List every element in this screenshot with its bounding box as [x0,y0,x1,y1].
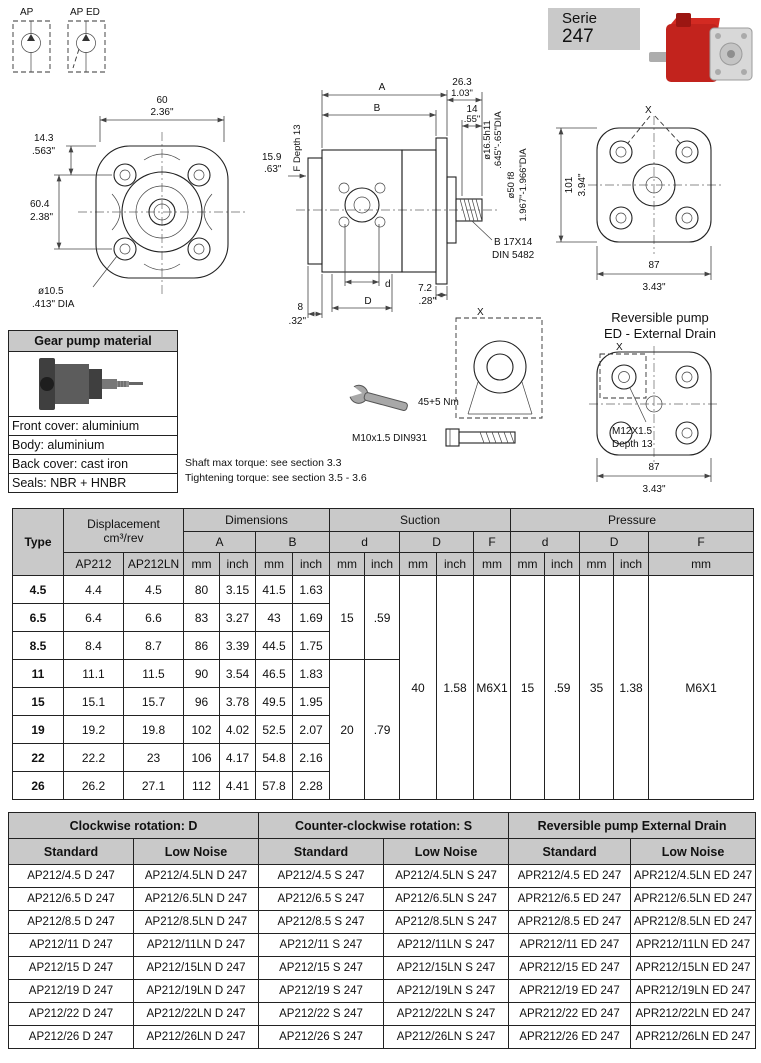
order-code-cell: APR212/6.5 ED 247 [509,888,631,911]
dim-cell-merged: 35 [580,576,614,800]
row-type: 15 [13,688,64,716]
order-code-cell: AP212/4.5LN S 247 [384,865,509,888]
back-width-mm: 87 [648,260,660,271]
back-x-mark: X [645,105,652,116]
order-code-cell: AP212/6.5 S 247 [259,888,384,911]
ap-symbol [13,7,50,72]
front-thick-mm: 15.9 [262,152,282,163]
table-row [13,576,754,604]
ordering-codes-table [8,812,756,1049]
front-width-in: 2.36" [150,107,174,118]
back-view [556,105,722,341]
col-header-pressure-f: F [649,532,754,553]
order-code-cell: AP212/6.5 D 247 [9,888,134,911]
material-pump-illustration [9,352,177,416]
dim-cell: 4.02 [220,716,256,744]
back-height-mm: 101 [564,176,575,194]
drain-depth-label: Depth 13 [612,439,653,450]
side-dim-a: A [378,82,386,93]
order-code-cell: AP212/22LN D 247 [134,1003,259,1026]
reversible-caption-2: ED - External Drain [604,326,716,341]
serie-badge [548,8,640,50]
drain-thread-label: M12X1.5 [612,426,653,437]
row-type: 11 [13,660,64,688]
order-code-cell: APR212/22 ED 247 [509,1003,631,1026]
col-header-pressure-d: d [511,532,580,553]
col-header-suction-f: F [474,532,511,553]
front-height-in: 2.38" [30,212,54,223]
order-code-cell: APR212/26LN ED 247 [631,1026,756,1049]
spline-length-mm: 14 [466,104,478,115]
col-header-pressure-D: D [580,532,649,553]
order-code-cell: AP212/19 S 247 [259,980,384,1003]
order-code-cell: AP212/19 D 247 [9,980,134,1003]
tightening-torque-note: Tightening torque: see section 3.5 - 3.6 [185,472,367,484]
ed-view [589,342,719,495]
wrench-icon [346,383,410,416]
col-header-type: Type [13,509,64,576]
table-row [9,865,756,888]
serie-label: Serie [562,10,598,27]
table-row [9,911,756,934]
order-code-cell: AP212/4.5 S 247 [259,865,384,888]
pilot-dia-in: 1.967"-1.966"DIA [518,148,529,222]
order-code-cell: AP212/15LN D 247 [134,957,259,980]
material-body: Body: aluminium [9,435,177,454]
rear-dim-mm: 8 [297,302,303,313]
dimensions-table [12,508,754,800]
dim-cell: 2.16 [293,744,330,772]
back-width-in: 3.43" [642,282,666,293]
serie-number: 247 [562,26,594,47]
front-width-mm: 60 [156,95,168,106]
unit-header: inch [365,553,400,576]
col-header-suction-d: d [330,532,400,553]
row-type: 26 [13,772,64,800]
dim-cell-merged: 15 [511,576,545,800]
order-code-cell: APR212/19LN ED 247 [631,980,756,1003]
order-code-cell: APR212/15 ED 247 [509,957,631,980]
dim-cell: 3.39 [220,632,256,660]
table-row [9,1026,756,1049]
order-code-cell: AP212/26LN S 247 [384,1026,509,1049]
order-code-cell: AP212/15LN S 247 [384,957,509,980]
col-header-suction-D: D [400,532,474,553]
dim-cell-merged: M6X1 [474,576,511,800]
order-code-cell: AP212/15 S 247 [259,957,384,980]
spline-type-label: B 17X14 [494,237,533,248]
unit-header: inch [293,553,330,576]
side-view [262,77,535,327]
front-thick-in: .63" [264,164,282,175]
dim-cell: 3.54 [220,660,256,688]
rear-dim-in: .32" [288,316,306,327]
order-code-cell: APR212/8.5LN ED 247 [631,911,756,934]
col-header-b: B [256,532,330,553]
order-code-cell: AP212/11 D 247 [9,934,134,957]
group-header-counter-clockwise: Counter-clockwise rotation: S [259,813,509,839]
unit-header: inch [220,553,256,576]
col-header-ap212: AP212 [64,553,124,576]
material-seals: Seals: NBR + HNBR [9,473,177,492]
displacement-line1: Displacement [87,516,160,531]
unit-header: mm [474,553,511,576]
order-code-cell: AP212/11 S 247 [259,934,384,957]
dim-cell: 23 [124,744,184,772]
dim-cell: 54.8 [256,744,293,772]
row-type: 4.5 [13,576,64,604]
dim-cell-merged: M6X1 [649,576,754,800]
order-code-cell: AP212/11LN D 247 [134,934,259,957]
row-type: 19 [13,716,64,744]
order-code-cell: APR212/19 ED 247 [509,980,631,1003]
order-code-cell: AP212/4.5 D 247 [9,865,134,888]
shaft-torque-note: Shaft max torque: see section 3.3 [185,457,342,469]
col-header-a: A [184,532,256,553]
order-code-cell: AP212/19LN S 247 [384,980,509,1003]
detail-x [456,307,542,418]
dim-cell-merged: .79 [365,660,400,800]
torque-value: 45+5 Nm [418,397,459,408]
order-code-cell: APR212/22LN ED 247 [631,1003,756,1026]
row-type: 6.5 [13,604,64,632]
spline-length-in: .55" [463,114,481,125]
unit-header: mm [184,553,220,576]
col-header-dimensions: Dimensions [184,509,330,532]
unit-header: mm [256,553,293,576]
table-row [9,980,756,1003]
dim-cell: 83 [184,604,220,632]
dim-cell: 11.1 [64,660,124,688]
detail-x-mark: X [477,307,484,318]
order-code-cell: AP212/22 S 247 [259,1003,384,1026]
port-d-label: d [385,279,391,290]
order-group-header-row [9,813,756,839]
group-header-reversible: Reversible pump External Drain [509,813,756,839]
dim-cell: 1.83 [293,660,330,688]
order-code-cell: AP212/22LN S 247 [384,1003,509,1026]
dim-cell: 1.69 [293,604,330,632]
dim-cell: 4.41 [220,772,256,800]
aped-symbol [68,7,105,72]
side-dim-b: B [373,103,381,114]
order-code-cell: APR212/11LN ED 247 [631,934,756,957]
port-D-label: D [364,296,372,307]
dim-cell: 86 [184,632,220,660]
unit-header: mm [511,553,545,576]
order-code-cell: APR212/11 ED 247 [509,934,631,957]
dim-cell: 3.27 [220,604,256,632]
order-code-cell: AP212/22 D 247 [9,1003,134,1026]
dim-cell: 8.4 [64,632,124,660]
dim-cell: 27.1 [124,772,184,800]
order-code-cell: AP212/26 S 247 [259,1026,384,1049]
dim-cell: 11.5 [124,660,184,688]
torque-note [346,383,459,416]
order-code-cell: AP212/26LN D 247 [134,1026,259,1049]
dim-cell: 112 [184,772,220,800]
unit-header: mm [580,553,614,576]
dim-cell-merged: 15 [330,576,365,660]
order-code-cell: APR212/8.5 ED 247 [509,911,631,934]
unit-header: inch [614,553,649,576]
dim-cell: 90 [184,660,220,688]
order-code-cell: APR212/26 ED 247 [509,1026,631,1049]
material-front-cover: Front cover: aluminium [9,416,177,435]
dim-cell: 4.17 [220,744,256,772]
flange-thick-mm: 7.2 [418,283,432,294]
material-back-cover: Back cover: cast iron [9,454,177,473]
dim-cell-merged: 20 [330,660,365,800]
dim-cell: 52.5 [256,716,293,744]
dim-cell: 1.63 [293,576,330,604]
dim-cell: 4.4 [64,576,124,604]
dim-cell: 19.8 [124,716,184,744]
spline-std-label: DIN 5482 [492,250,535,261]
bolt-drawing [446,429,515,446]
dim-cell: 2.07 [293,716,330,744]
order-sub-header-row [9,839,756,865]
front-top-in: .563" [32,146,56,157]
order-code-cell: APR212/6.5LN ED 247 [631,888,756,911]
pilot-dia-mm: ø50 f8 [506,171,517,199]
order-code-cell: AP212/19LN D 247 [134,980,259,1003]
row-type: 8.5 [13,632,64,660]
order-code-cell: AP212/8.5 S 247 [259,911,384,934]
dim-cell-merged: 40 [400,576,437,800]
front-hole-in: .413" DIA [32,299,75,310]
order-code-cell: APR212/15LN ED 247 [631,957,756,980]
dim-cell: 1.75 [293,632,330,660]
order-code-cell: APR212/4.5 ED 247 [509,865,631,888]
sub-header-low-noise: Low Noise [384,839,509,865]
sub-header-low-noise: Low Noise [631,839,756,865]
order-code-cell: APR212/4.5LN ED 247 [631,865,756,888]
material-pump-drawing [9,352,177,416]
bolt-spec: M10x1.5 DIN931 [352,433,428,444]
flange-thick-in: .28" [418,296,436,307]
order-code-cell: AP212/4.5LN D 247 [134,865,259,888]
material-box-title: Gear pump material [9,331,177,352]
dim-cell: 96 [184,688,220,716]
dim-cell-merged: .59 [365,576,400,660]
col-header-displacement [64,509,184,553]
order-code-cell: AP212/8.5 D 247 [9,911,134,934]
dim-cell: 3.78 [220,688,256,716]
dim-cell: 49.5 [256,688,293,716]
unit-header: mm [400,553,437,576]
dim-cell-merged: .59 [545,576,580,800]
table-row [9,957,756,980]
dim-cell: 4.5 [124,576,184,604]
dim-cell: 46.5 [256,660,293,688]
dim-cell: 6.6 [124,604,184,632]
displacement-line2: cm³/rev [103,530,144,545]
aped-symbol-label: AP ED [70,7,100,18]
ed-width-in: 3.43" [642,484,666,495]
shaft-dia-in: .645"-.65"DIA [493,111,504,169]
dim-cell: 1.95 [293,688,330,716]
unit-header: mm [330,553,365,576]
order-code-cell: AP212/8.5LN S 247 [384,911,509,934]
dim-cell: 102 [184,716,220,744]
ed-width-mm: 87 [648,462,660,473]
unit-header: mm [649,553,754,576]
reversible-caption-1: Reversible pump [611,310,709,325]
dim-cell: 15.1 [64,688,124,716]
unit-header: inch [437,553,474,576]
dim-cell-merged: 1.38 [614,576,649,800]
sub-header-low-noise: Low Noise [134,839,259,865]
table-row [9,888,756,911]
dim-cell: 80 [184,576,220,604]
dim-cell: 19.2 [64,716,124,744]
order-code-cell: AP212/26 D 247 [9,1026,134,1049]
order-code-cell: AP212/11LN S 247 [384,934,509,957]
back-height-in: 3.94" [577,173,588,197]
shaft-length-mm: 26.3 [452,77,472,88]
dim-cell: 22.2 [64,744,124,772]
dim-cell: 26.2 [64,772,124,800]
dim-cell: 8.7 [124,632,184,660]
dim-cell: 106 [184,744,220,772]
order-code-cell: AP212/6.5LN S 247 [384,888,509,911]
f-depth-label: F Depth 13 [292,124,303,172]
front-top-mm: 14.3 [34,133,54,144]
col-header-suction: Suction [330,509,511,532]
ap-symbol-label: AP [20,7,34,18]
material-box [8,330,178,493]
row-type: 22 [13,744,64,772]
sub-header-standard: Standard [259,839,384,865]
dim-cell: 3.15 [220,576,256,604]
col-header-ap212ln: AP212LN [124,553,184,576]
dim-cell: 41.5 [256,576,293,604]
col-header-pressure: Pressure [511,509,754,532]
table-row [9,934,756,957]
front-view [30,95,248,310]
shaft-length-in: 1.03" [451,88,473,99]
dim-cell-merged: 1.58 [437,576,474,800]
front-hole-mm: ø10.5 [38,286,64,297]
sub-header-standard: Standard [9,839,134,865]
shaft-dia-mm: ø16.5h11 [482,120,493,160]
order-code-cell: AP212/6.5LN D 247 [134,888,259,911]
order-code-cell: AP212/8.5LN D 247 [134,911,259,934]
table-row [9,1003,756,1026]
dim-cell: 57.8 [256,772,293,800]
dim-cell: 43 [256,604,293,632]
ed-x-mark: X [616,342,623,353]
dim-cell: 6.4 [64,604,124,632]
sub-header-standard: Standard [509,839,631,865]
pump-photo [649,13,752,82]
dim-cell: 15.7 [124,688,184,716]
order-code-cell: AP212/15 D 247 [9,957,134,980]
group-header-clockwise: Clockwise rotation: D [9,813,259,839]
bolt-note [352,429,515,446]
unit-header: inch [545,553,580,576]
dim-cell: 2.28 [293,772,330,800]
front-height-mm: 60.4 [30,199,50,210]
dim-cell: 44.5 [256,632,293,660]
